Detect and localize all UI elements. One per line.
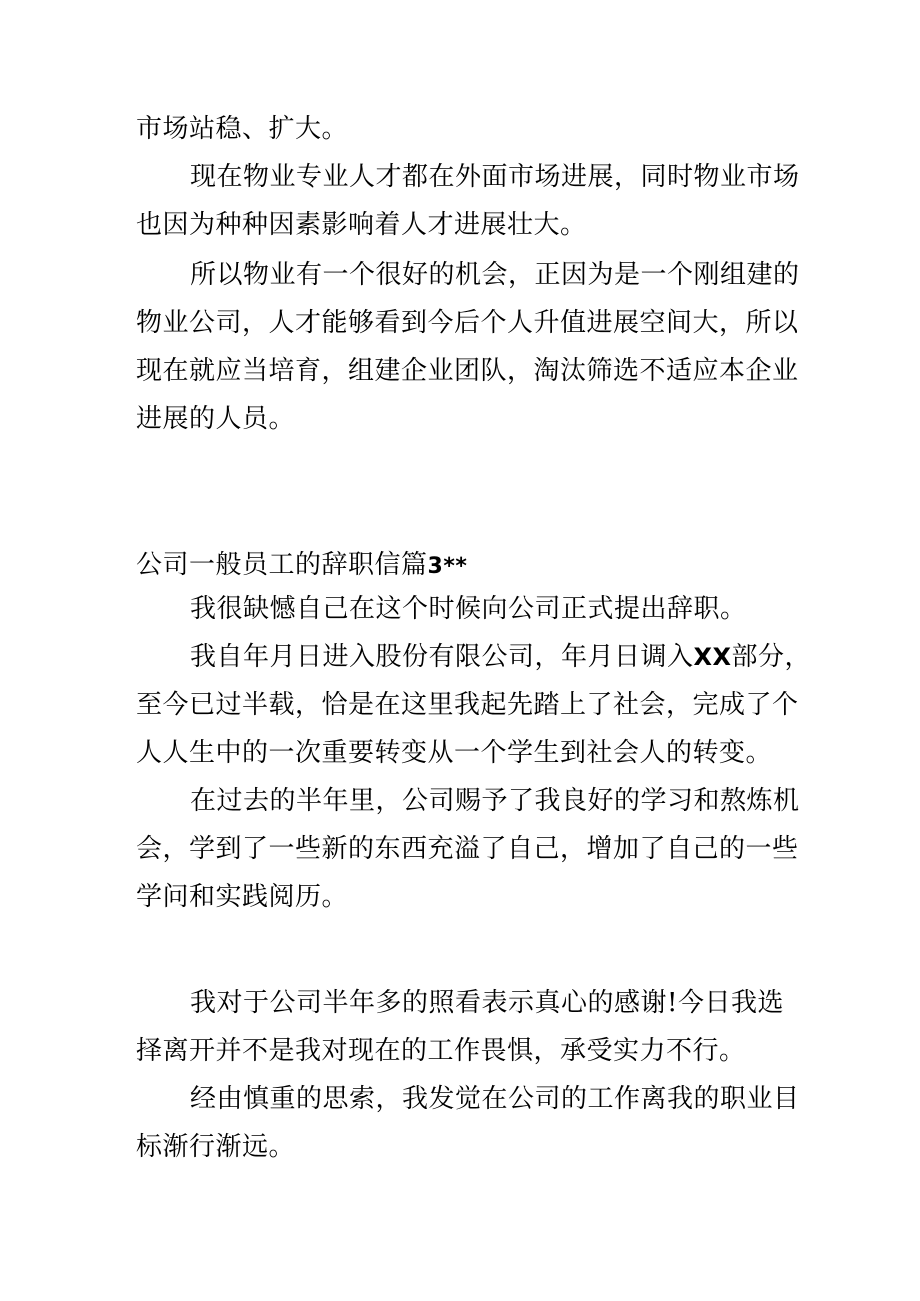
paragraph-line: 进展的人员。 [136,404,296,434]
text-run: 我自年月日进入股份有限公司，年月日调入 [190,642,694,672]
paragraph-line: 所以物业有一个很好的机会，正因为是一个刚组建的 [190,260,800,290]
paragraph-line: 学问和实践阅历。 [136,882,349,912]
paragraph-line: 经由慎重的思索，我发觉在公司的工作离我的职业目 [190,1084,800,1114]
department-code: XX [693,643,732,671]
section-heading-number: 3** [427,554,468,579]
paragraph-line: 现在就应当培育，组建企业团队，淘汰筛选不适应本企业 [136,356,799,386]
paragraph-line: 择离开并不是我对现在的工作畏惧，承受实力不行。 [136,1036,746,1066]
text-run: 部分， [731,642,812,672]
paragraph-line: 也因为种种因素影响着人才进展壮大。 [136,210,587,240]
paragraph-line: 我很缺憾自己在这个时候向公司正式提出辞职。 [190,594,747,624]
paragraph-line: 我对于公司半年多的照看表示真心的感谢!今日我选 [190,988,784,1018]
paragraph-line: 现在物业专业人才都在外面市场进展，同时物业市场 [190,162,800,192]
section-heading [136,550,467,582]
paragraph-line [190,642,811,672]
paragraph-line: 市场站稳、扩大。 [136,114,349,144]
paragraph-line: 标渐行渐远。 [136,1132,296,1162]
paragraph-line: 人人生中的一次重要转变从一个学生到社会人的转变。 [136,738,773,768]
section-heading-text: 公司一般员工的辞职信篇 [136,550,428,580]
paragraph-line: 会，学到了一些新的东西充溢了自己，增加了自己的一些 [136,834,799,864]
paragraph-line: 物业公司，人才能够看到今后个人升值进展空间大，所以 [136,308,799,338]
paragraph-line: 至今已过半载，恰是在这里我起先踏上了社会，完成了个 [136,690,799,720]
paragraph-line: 在过去的半年里，公司赐予了我良好的学习和熬炼机 [190,786,800,816]
